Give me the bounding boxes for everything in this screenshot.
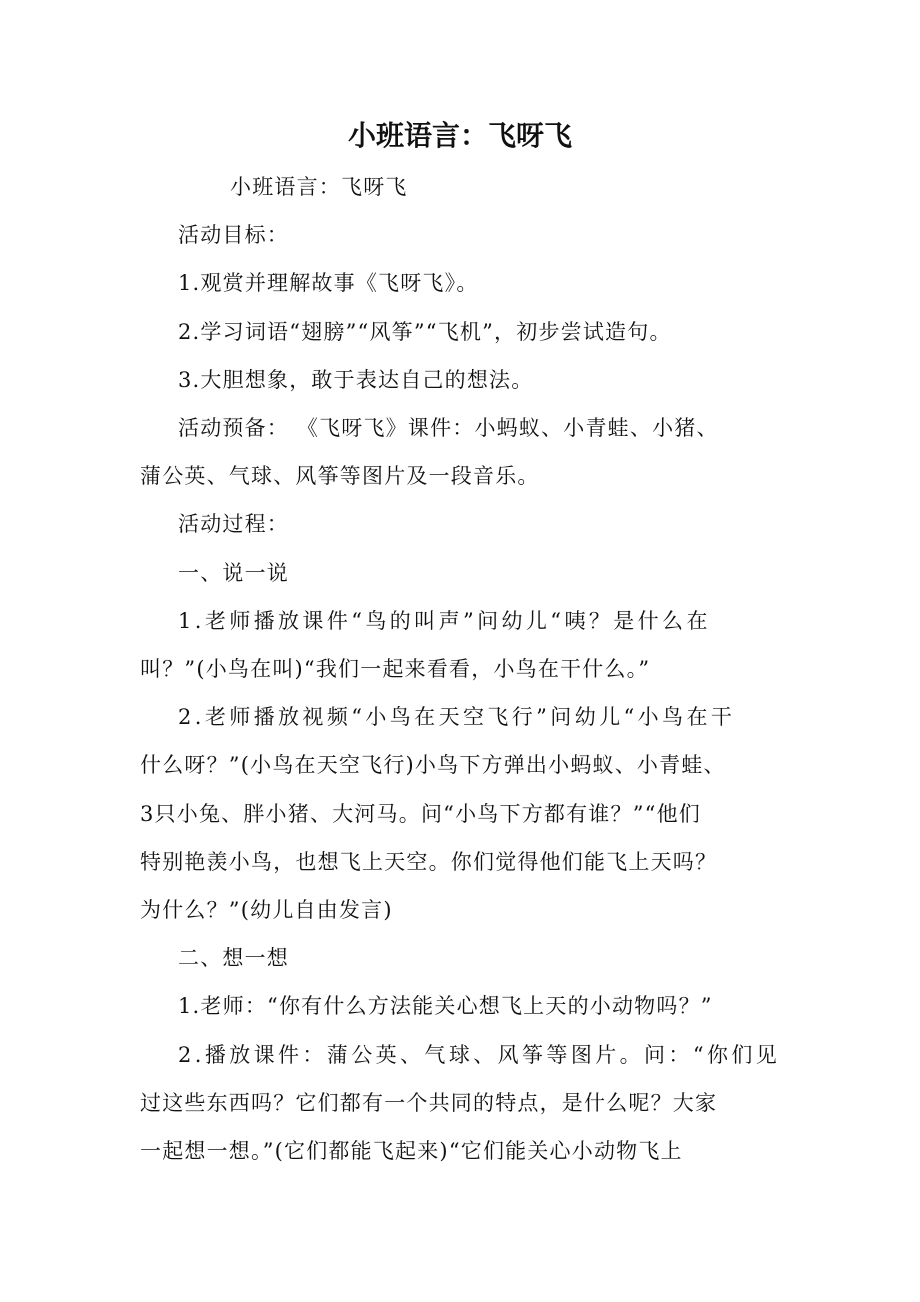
- document-title: 小班语言：飞呀飞: [347, 119, 572, 152]
- paragraph-line: 一起想一想。”(它们都能飞起来)“它们能关心小动物飞上: [140, 1139, 683, 1164]
- paragraph-line: 什么呀？”(小鸟在天空飞行)小鸟下方弹出小蚂蚁、小青蛙、: [140, 753, 726, 778]
- paragraph-line: 特别艳羡小鸟，也想飞上天空。你们觉得他们能飞上天吗？: [140, 849, 718, 874]
- paragraph-line: 蒲公英、气球、风筝等图片及一段音乐。: [140, 464, 540, 489]
- subtitle-line: 小班语言：飞呀飞: [230, 175, 408, 199]
- paragraph-line: 1.老师播放课件“鸟的叫声”问幼儿“咦？是什么在: [178, 608, 711, 633]
- document-body: [140, 163, 800, 1175]
- paragraph-line: 2.老师播放视频“小鸟在天空飞行”问幼儿“小鸟在干: [178, 705, 736, 730]
- section-heading-preparation: 活动预备： 《飞呀飞》课件：小蚂蚁、小青蛙、小猪、: [178, 416, 719, 441]
- paragraph-line: 3只小兔、胖小猪、大河马。问“小鸟下方都有谁？”“他们: [140, 801, 701, 826]
- subsection-heading-think: 二、想一想: [178, 946, 289, 971]
- paragraph-line: 2.播放课件：蒲公英、气球、风筝等图片。问：“你们见: [178, 1042, 781, 1067]
- paragraph-line: 3.大胆想象，敢于表达自己的想法。: [178, 367, 534, 392]
- section-heading-process: 活动过程：: [178, 512, 289, 537]
- section-heading-goals: 活动目标：: [178, 223, 289, 248]
- paragraph-line: 2.学习词语“翅膀”“风筝”“飞机”，初步尝试造句。: [178, 319, 672, 344]
- subsection-heading-say: 一、说一说: [178, 560, 289, 585]
- paragraph-line: 过这些东西吗？它们都有一个共同的特点，是什么呢？大家: [140, 1090, 718, 1115]
- paragraph-line: 1.老师：“你有什么方法能关心想飞上天的小动物吗？”: [178, 994, 713, 1019]
- paragraph-line: 1.观赏并理解故事《飞呀飞》。: [178, 271, 479, 296]
- paragraph-line: 为什么？”(幼儿自由发言): [140, 898, 393, 923]
- paragraph-line: 叫？”(小鸟在叫)“我们一起来看看，小鸟在干什么。”: [140, 657, 651, 682]
